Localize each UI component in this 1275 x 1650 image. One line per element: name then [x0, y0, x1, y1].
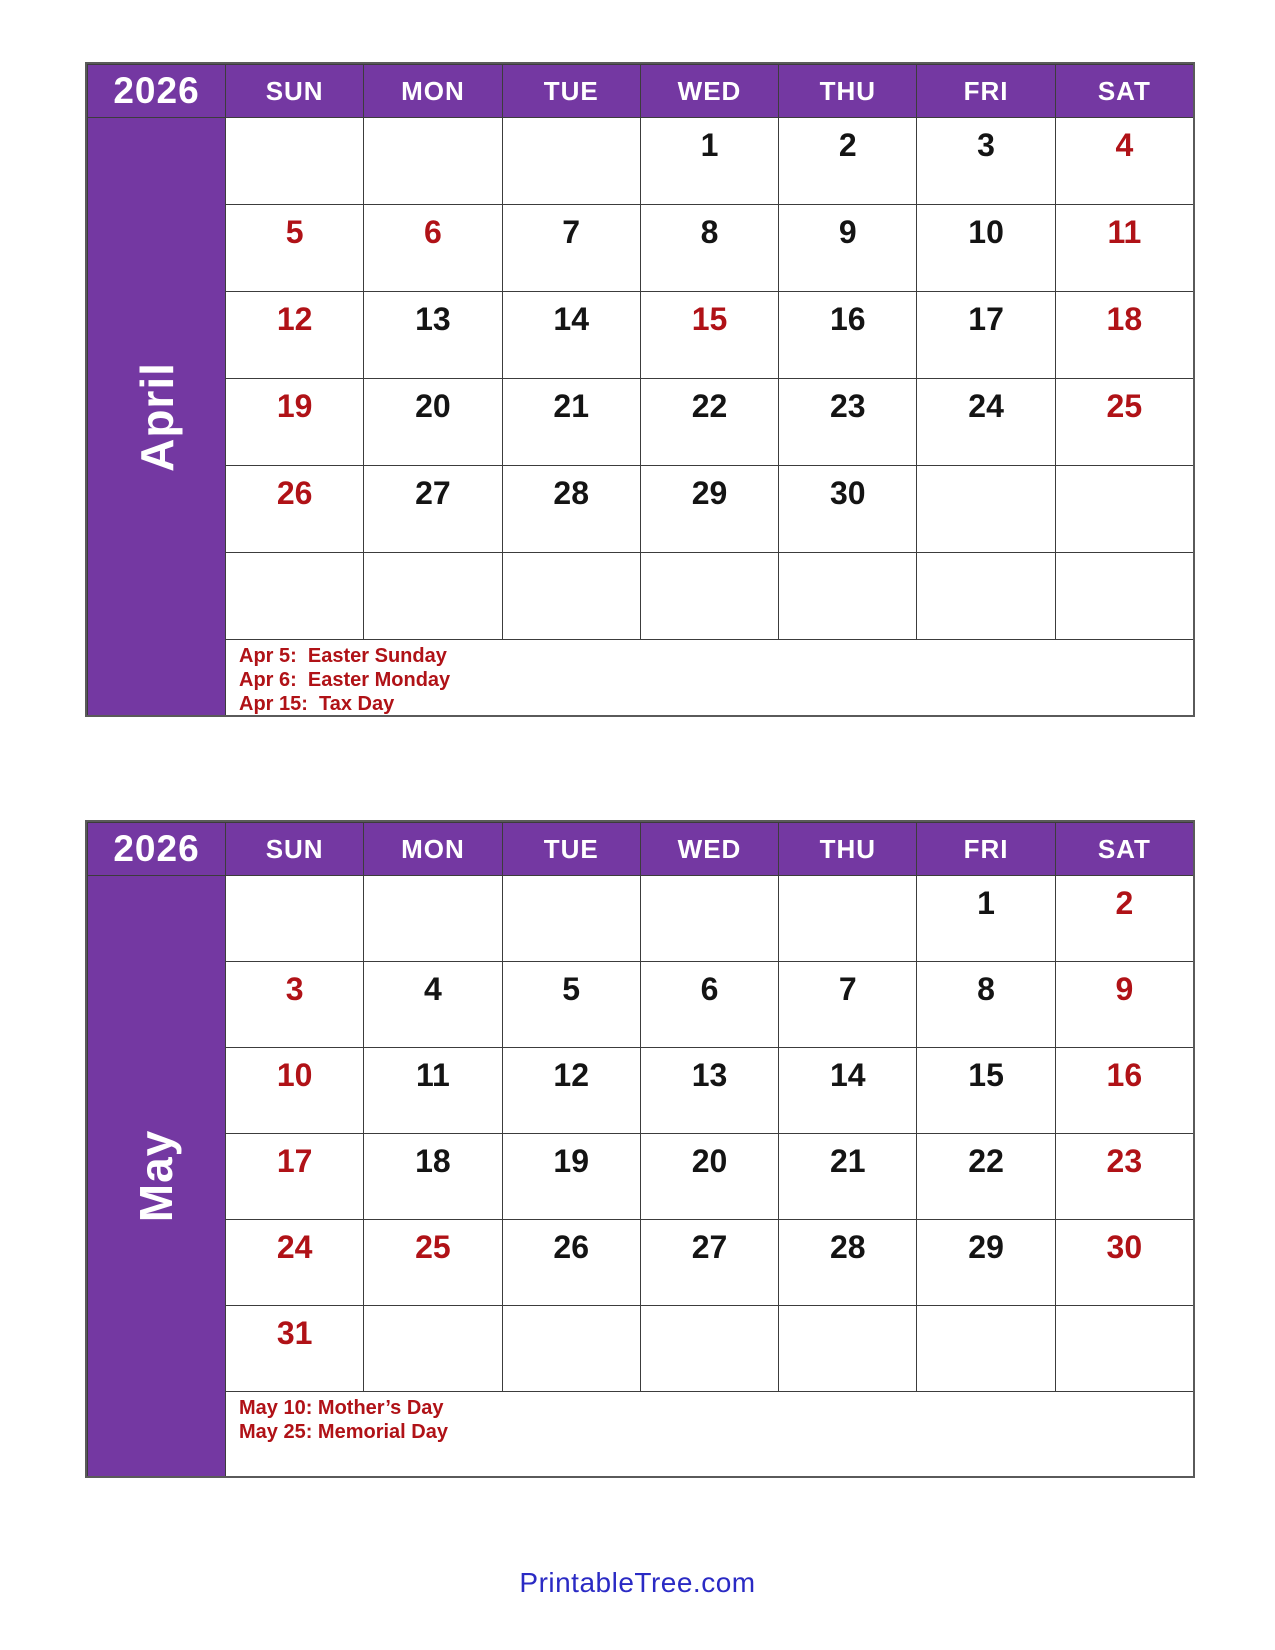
day-cell-april-8: 8 [640, 204, 778, 291]
day-cell-april-23: 23 [778, 378, 916, 465]
day-cell-may-29: 29 [916, 1219, 1054, 1305]
month-label: May [130, 1129, 183, 1223]
day-cell-april-11: 11 [1055, 204, 1193, 291]
day-cell-may-12: 12 [502, 1047, 640, 1133]
year-label: 2026 [87, 822, 225, 875]
day-cell-may-14: 14 [778, 1047, 916, 1133]
day-cell-may-28: 28 [778, 1219, 916, 1305]
day-cell-empty [502, 117, 640, 204]
day-cell-april-4: 4 [1055, 117, 1193, 204]
month-sidebar [87, 117, 225, 715]
printabletree-link[interactable]: PrintableTree.com [519, 1567, 756, 1598]
holiday-notes [225, 1391, 1193, 1476]
day-cell-empty [1055, 465, 1193, 552]
day-cell-empty [225, 117, 363, 204]
day-cell-april-16: 16 [778, 291, 916, 378]
day-cell-may-13: 13 [640, 1047, 778, 1133]
day-cell-april-15: 15 [640, 291, 778, 378]
day-cell-april-19: 19 [225, 378, 363, 465]
day-cell-empty [225, 552, 363, 639]
day-header-sat: SAT [1055, 822, 1193, 875]
day-cell-april-10: 10 [916, 204, 1054, 291]
holiday-note: May 10: Mother’s Day [239, 1397, 444, 1419]
day-cell-may-17: 17 [225, 1133, 363, 1219]
day-cell-april-25: 25 [1055, 378, 1193, 465]
day-cell-may-31: 31 [225, 1305, 363, 1391]
day-cell-may-1: 1 [916, 875, 1054, 961]
day-cell-empty [640, 1305, 778, 1391]
month-sidebar [87, 875, 225, 1476]
holiday-note: May 25: Memorial Day [239, 1421, 448, 1443]
year-label: 2026 [87, 64, 225, 117]
day-cell-may-9: 9 [1055, 961, 1193, 1047]
day-cell-may-11: 11 [363, 1047, 501, 1133]
day-header-mon: MON [363, 822, 501, 875]
holiday-notes [225, 639, 1193, 715]
day-cell-april-3: 3 [916, 117, 1054, 204]
page-footer [0, 1567, 1275, 1599]
day-cell-may-15: 15 [916, 1047, 1054, 1133]
holiday-note: Apr 6: Easter Monday [239, 669, 451, 691]
day-cell-may-18: 18 [363, 1133, 501, 1219]
day-cell-may-10: 10 [225, 1047, 363, 1133]
day-cell-may-27: 27 [640, 1219, 778, 1305]
day-cell-april-7: 7 [502, 204, 640, 291]
day-cell-may-5: 5 [502, 961, 640, 1047]
day-cell-may-3: 3 [225, 961, 363, 1047]
day-cell-empty [916, 465, 1054, 552]
day-cell-may-21: 21 [778, 1133, 916, 1219]
day-cell-april-12: 12 [225, 291, 363, 378]
day-header-sat: SAT [1055, 64, 1193, 117]
day-cell-april-21: 21 [502, 378, 640, 465]
day-cell-empty [363, 875, 501, 961]
day-cell-april-22: 22 [640, 378, 778, 465]
day-cell-may-8: 8 [916, 961, 1054, 1047]
day-cell-may-2: 2 [1055, 875, 1193, 961]
day-cell-april-14: 14 [502, 291, 640, 378]
day-cell-april-27: 27 [363, 465, 501, 552]
day-cell-empty [640, 552, 778, 639]
day-header-fri: FRI [916, 64, 1054, 117]
day-header-fri: FRI [916, 822, 1054, 875]
day-header-wed: WED [640, 822, 778, 875]
day-header-wed: WED [640, 64, 778, 117]
day-cell-may-22: 22 [916, 1133, 1054, 1219]
day-cell-april-18: 18 [1055, 291, 1193, 378]
day-cell-may-7: 7 [778, 961, 916, 1047]
day-cell-empty [778, 552, 916, 639]
day-cell-empty [363, 117, 501, 204]
day-header-tue: TUE [502, 64, 640, 117]
day-cell-april-30: 30 [778, 465, 916, 552]
day-cell-april-2: 2 [778, 117, 916, 204]
day-cell-april-20: 20 [363, 378, 501, 465]
day-cell-april-26: 26 [225, 465, 363, 552]
day-cell-may-26: 26 [502, 1219, 640, 1305]
day-cell-empty [225, 875, 363, 961]
day-cell-empty [640, 875, 778, 961]
day-cell-april-13: 13 [363, 291, 501, 378]
day-cell-april-17: 17 [916, 291, 1054, 378]
day-header-thu: THU [778, 64, 916, 117]
day-header-sun: SUN [225, 64, 363, 117]
day-cell-empty [1055, 1305, 1193, 1391]
day-cell-may-24: 24 [225, 1219, 363, 1305]
day-cell-empty [1055, 552, 1193, 639]
day-cell-may-30: 30 [1055, 1219, 1193, 1305]
calendar-april-2026 [85, 62, 1195, 717]
holiday-note: Apr 15: Tax Day [239, 693, 395, 715]
day-cell-may-20: 20 [640, 1133, 778, 1219]
day-cell-empty [778, 875, 916, 961]
day-cell-april-1: 1 [640, 117, 778, 204]
day-cell-may-23: 23 [1055, 1133, 1193, 1219]
day-header-sun: SUN [225, 822, 363, 875]
day-cell-empty [363, 1305, 501, 1391]
day-cell-empty [502, 875, 640, 961]
day-cell-may-19: 19 [502, 1133, 640, 1219]
day-cell-empty [916, 1305, 1054, 1391]
day-header-thu: THU [778, 822, 916, 875]
day-header-tue: TUE [502, 822, 640, 875]
day-cell-april-29: 29 [640, 465, 778, 552]
day-cell-april-9: 9 [778, 204, 916, 291]
holiday-note: Apr 5: Easter Sunday [239, 645, 447, 667]
day-cell-april-28: 28 [502, 465, 640, 552]
day-cell-may-4: 4 [363, 961, 501, 1047]
day-cell-may-6: 6 [640, 961, 778, 1047]
day-cell-april-6: 6 [363, 204, 501, 291]
day-cell-may-16: 16 [1055, 1047, 1193, 1133]
day-header-mon: MON [363, 64, 501, 117]
day-cell-empty [916, 552, 1054, 639]
day-cell-april-5: 5 [225, 204, 363, 291]
day-cell-april-24: 24 [916, 378, 1054, 465]
day-cell-may-25: 25 [363, 1219, 501, 1305]
calendar-may-2026 [85, 820, 1195, 1478]
day-cell-empty [502, 552, 640, 639]
day-cell-empty [363, 552, 501, 639]
day-cell-empty [502, 1305, 640, 1391]
month-label: April [130, 361, 183, 472]
day-cell-empty [778, 1305, 916, 1391]
